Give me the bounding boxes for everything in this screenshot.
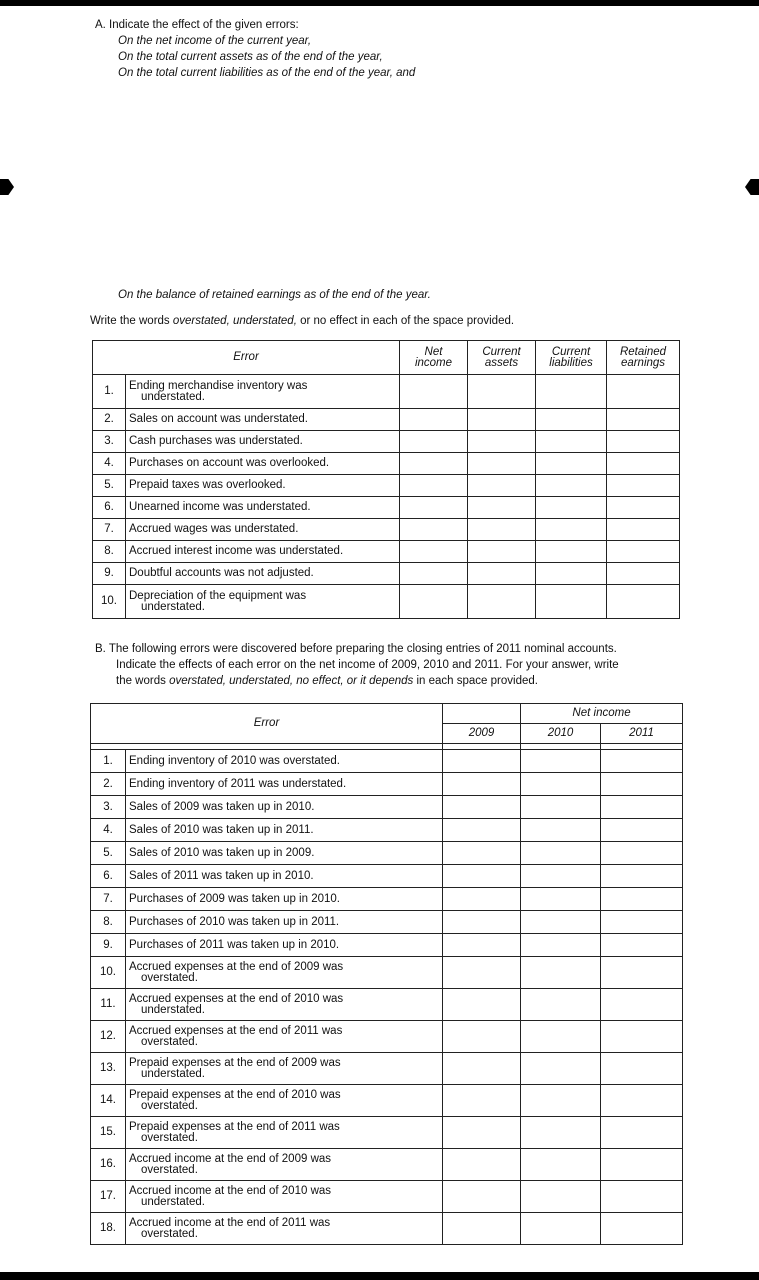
header-error: Error xyxy=(93,341,400,375)
error-line-2: overstated. xyxy=(141,1099,198,1112)
part-b-row xyxy=(91,957,683,989)
header-net-income-group: Net income xyxy=(521,704,683,724)
answer-cell[interactable] xyxy=(521,1021,601,1053)
error-line-1: Sales of 2011 was taken up in 2010. xyxy=(129,869,314,882)
answer-cell[interactable] xyxy=(521,819,601,842)
row-number: 7. xyxy=(93,519,126,541)
answer-cell[interactable] xyxy=(443,1053,521,1085)
error-line-1: Accrued wages was understated. xyxy=(129,523,299,535)
part-b-row xyxy=(91,750,683,773)
part-b-row xyxy=(91,888,683,911)
answer-cell[interactable] xyxy=(601,1149,683,1181)
part-b-row xyxy=(91,796,683,819)
error-description xyxy=(126,750,443,773)
header-net-label: Net xyxy=(424,345,443,358)
part-a-row xyxy=(93,519,680,541)
row-number: 17. xyxy=(91,1181,126,1213)
answer-cell[interactable] xyxy=(607,497,680,519)
error-line-1: Accrued expenses at the end of 2009 was xyxy=(129,960,344,973)
error-line-1: Accrued expenses at the end of 2010 was xyxy=(129,992,344,1005)
part-a-row xyxy=(93,453,680,475)
answer-cell[interactable] xyxy=(468,409,536,431)
answer-cell[interactable] xyxy=(521,989,601,1021)
answer-cell[interactable] xyxy=(607,585,680,619)
error-line-1: Prepaid expenses at the end of 2010 was xyxy=(129,1088,341,1101)
answer-cell[interactable] xyxy=(468,475,536,497)
answer-cell[interactable] xyxy=(443,1149,521,1181)
error-description xyxy=(126,989,443,1021)
header-re-label-1: Retained xyxy=(619,345,667,358)
row-number: 6. xyxy=(91,865,126,888)
row-number: 15. xyxy=(91,1117,126,1149)
error-description xyxy=(126,1181,443,1213)
part-a-effect-2: On the total current assets as of the end of the year, xyxy=(118,51,383,63)
answer-cell[interactable] xyxy=(521,796,601,819)
answer-cell[interactable] xyxy=(536,375,607,409)
bottom-border xyxy=(0,1272,759,1280)
answer-cell[interactable] xyxy=(443,773,521,796)
row-number: 4. xyxy=(91,819,126,842)
answer-cell[interactable] xyxy=(521,865,601,888)
error-line-1: Prepaid expenses at the end of 2011 was xyxy=(129,1120,340,1133)
answer-cell[interactable] xyxy=(536,431,607,453)
error-description xyxy=(126,563,400,585)
error-description xyxy=(126,453,400,475)
header-current-assets xyxy=(468,341,536,375)
part-a-effect-1: On the net income of the current year, xyxy=(118,35,312,47)
answer-cell[interactable] xyxy=(468,585,536,619)
answer-cell[interactable] xyxy=(400,497,468,519)
header-blank xyxy=(443,704,521,724)
row-number: 1. xyxy=(93,375,126,409)
part-b-line-2: Indicate the effects of each error on the net income of 2009, 2010 and 2011. For your answer, write xyxy=(116,659,619,671)
row-number: 6. xyxy=(93,497,126,519)
error-description xyxy=(126,409,400,431)
answer-cell[interactable] xyxy=(601,1085,683,1117)
answer-cell[interactable] xyxy=(521,957,601,989)
error-line-1: Cash purchases was understated. xyxy=(129,435,303,447)
header-cl-label-1: Current xyxy=(551,345,591,358)
part-b-row xyxy=(91,1117,683,1149)
answer-cell[interactable] xyxy=(601,1213,683,1245)
answer-cell[interactable] xyxy=(521,773,601,796)
answer-cell[interactable] xyxy=(536,409,607,431)
part-b-row xyxy=(91,911,683,934)
answer-cell[interactable] xyxy=(443,750,521,773)
answer-cell[interactable] xyxy=(468,497,536,519)
answer-cell[interactable] xyxy=(601,934,683,957)
error-line-1: Purchases of 2011 was taken up in 2010. xyxy=(129,938,340,951)
header-re-label-2: earnings xyxy=(620,356,666,369)
answer-cell[interactable] xyxy=(443,1117,521,1149)
row-number: 11. xyxy=(91,989,126,1021)
error-line-1: Accrued income at the end of 2010 was xyxy=(129,1184,332,1197)
answer-cell[interactable] xyxy=(443,989,521,1021)
answer-cell[interactable] xyxy=(468,563,536,585)
answer-cell[interactable] xyxy=(607,563,680,585)
row-number: 13. xyxy=(91,1053,126,1085)
part-a-header-row xyxy=(93,341,680,375)
error-description xyxy=(126,773,443,796)
error-line-2: overstated. xyxy=(141,1163,198,1176)
error-line-1: Sales of 2010 was taken up in 2011. xyxy=(129,823,314,836)
error-line-1: Sales of 2009 was taken up in 2010. xyxy=(129,800,315,813)
part-b-row xyxy=(91,1021,683,1053)
row-number: 9. xyxy=(91,934,126,957)
error-description xyxy=(126,819,443,842)
part-a-row xyxy=(93,563,680,585)
line3-words: overstated, understated, no effect, or it depends xyxy=(169,675,414,687)
row-number: 1. xyxy=(91,750,126,773)
answer-cell[interactable] xyxy=(607,541,680,563)
answer-cell[interactable] xyxy=(443,842,521,865)
part-b-row xyxy=(91,1085,683,1117)
instruction-pre: Write the words xyxy=(90,315,173,327)
error-line-1: Prepaid expenses at the end of 2009 was xyxy=(129,1056,341,1069)
answer-cell[interactable] xyxy=(521,888,601,911)
row-number: 18. xyxy=(91,1213,126,1245)
error-line-1: Accrued income at the end of 2009 was xyxy=(129,1152,332,1165)
part-b-row xyxy=(91,773,683,796)
error-description xyxy=(126,911,443,934)
answer-cell[interactable] xyxy=(443,934,521,957)
error-line-1: Accrued interest income was understated. xyxy=(129,545,344,557)
answer-cell[interactable] xyxy=(607,375,680,409)
answer-cell[interactable] xyxy=(521,1053,601,1085)
answer-cell[interactable] xyxy=(443,1181,521,1213)
part-a-row xyxy=(93,585,680,619)
answer-cell[interactable] xyxy=(443,957,521,989)
error-description xyxy=(126,497,400,519)
answer-cell[interactable] xyxy=(521,911,601,934)
top-border xyxy=(0,0,759,6)
answer-cell[interactable] xyxy=(536,497,607,519)
answer-cell[interactable] xyxy=(536,519,607,541)
answer-cell[interactable] xyxy=(607,431,680,453)
row-number: 3. xyxy=(93,431,126,453)
header-net-income xyxy=(400,341,468,375)
row-number: 2. xyxy=(93,409,126,431)
row-number: 9. xyxy=(93,563,126,585)
answer-cell[interactable] xyxy=(400,541,468,563)
answer-cell[interactable] xyxy=(601,911,683,934)
instruction-post: or no effect in each of the space provided. xyxy=(296,315,515,327)
part-b-row xyxy=(91,1213,683,1245)
part-b-table xyxy=(90,703,683,1245)
answer-cell[interactable] xyxy=(521,1181,601,1213)
error-line-1: Ending inventory of 2010 was overstated. xyxy=(129,754,340,767)
answer-cell[interactable] xyxy=(601,796,683,819)
error-line-1: Sales on account was understated. xyxy=(129,413,309,425)
answer-cell[interactable] xyxy=(468,519,536,541)
answer-cell[interactable] xyxy=(521,1085,601,1117)
answer-cell[interactable] xyxy=(521,750,601,773)
error-line-1: Unearned income was understated. xyxy=(129,501,311,513)
error-description xyxy=(126,842,443,865)
part-a-row xyxy=(93,497,680,519)
error-line-2: understated. xyxy=(141,1067,205,1080)
part-a-table xyxy=(92,340,680,619)
part-a-row xyxy=(93,375,680,409)
row-number: 14. xyxy=(91,1085,126,1117)
header-ca-label-1: Current xyxy=(482,345,521,358)
row-number: 7. xyxy=(91,888,126,911)
part-a-effect-4: On the balance of retained earnings as of the end of the year. xyxy=(118,289,431,301)
header-current-liabilities xyxy=(536,341,607,375)
answer-cell[interactable] xyxy=(607,453,680,475)
error-description xyxy=(126,375,400,409)
answer-cell[interactable] xyxy=(601,1181,683,1213)
part-b-row xyxy=(91,865,683,888)
part-b-row xyxy=(91,1053,683,1085)
header-retained-earnings xyxy=(607,341,680,375)
answer-cell[interactable] xyxy=(601,819,683,842)
row-number: 4. xyxy=(93,453,126,475)
error-line-2: understated. xyxy=(141,1003,205,1016)
answer-cell[interactable] xyxy=(468,541,536,563)
error-line-2: overstated. xyxy=(141,1035,198,1048)
answer-cell[interactable] xyxy=(607,475,680,497)
error-line-1: Ending merchandise inventory was xyxy=(129,379,308,392)
answer-cell[interactable] xyxy=(536,563,607,585)
row-number: 10. xyxy=(93,585,126,619)
error-line-2: overstated. xyxy=(141,1227,198,1240)
answer-cell[interactable] xyxy=(607,409,680,431)
answer-cell[interactable] xyxy=(601,1117,683,1149)
error-description xyxy=(126,1213,443,1245)
answer-cell[interactable] xyxy=(536,475,607,497)
error-description xyxy=(126,957,443,989)
answer-cell[interactable] xyxy=(443,1085,521,1117)
answer-cell[interactable] xyxy=(601,957,683,989)
answer-cell[interactable] xyxy=(400,585,468,619)
answer-cell[interactable] xyxy=(443,1021,521,1053)
error-description xyxy=(126,796,443,819)
header-ca-label-2: assets xyxy=(484,356,519,369)
answer-cell[interactable] xyxy=(400,409,468,431)
answer-cell[interactable] xyxy=(521,1213,601,1245)
answer-cell[interactable] xyxy=(443,888,521,911)
answer-cell[interactable] xyxy=(601,989,683,1021)
answer-cell[interactable] xyxy=(443,796,521,819)
part-b-row xyxy=(91,1149,683,1181)
row-number: 10. xyxy=(91,957,126,989)
answer-cell[interactable] xyxy=(601,865,683,888)
answer-cell[interactable] xyxy=(601,750,683,773)
header-income-label: income xyxy=(414,356,453,369)
part-a-instruction xyxy=(90,314,514,328)
error-line-1: Doubtful accounts was not adjusted. xyxy=(129,567,314,579)
answer-cell[interactable] xyxy=(601,842,683,865)
part-a-heading: A. Indicate the effect of the given errors: xyxy=(95,19,299,31)
error-description xyxy=(126,541,400,563)
answer-cell[interactable] xyxy=(536,585,607,619)
error-description xyxy=(126,585,400,619)
error-line-1: Purchases of 2010 was taken up in 2011. xyxy=(129,915,340,928)
error-line-1: Depreciation of the equipment was xyxy=(129,589,307,602)
row-number: 2. xyxy=(91,773,126,796)
answer-cell[interactable] xyxy=(443,865,521,888)
part-b-line-3 xyxy=(116,674,538,688)
error-line-2: overstated. xyxy=(141,971,198,984)
header-2009: 2009 xyxy=(443,724,521,744)
error-description xyxy=(126,1021,443,1053)
error-line-2: understated. xyxy=(141,600,205,613)
row-number: 8. xyxy=(93,541,126,563)
error-description xyxy=(126,431,400,453)
error-description xyxy=(126,519,400,541)
row-number: 12. xyxy=(91,1021,126,1053)
error-description xyxy=(126,1117,443,1149)
header-2011: 2011 xyxy=(601,724,683,744)
answer-cell[interactable] xyxy=(468,431,536,453)
answer-cell[interactable] xyxy=(601,888,683,911)
row-number: 5. xyxy=(91,842,126,865)
part-a-row xyxy=(93,475,680,497)
error-line-1: Ending inventory of 2011 was understated. xyxy=(129,777,347,790)
error-line-2: understated. xyxy=(141,390,205,403)
row-number: 3. xyxy=(91,796,126,819)
error-description xyxy=(126,934,443,957)
error-line-1: Accrued expenses at the end of 2011 was xyxy=(129,1024,343,1037)
line3-pre: the words xyxy=(116,675,170,687)
answer-cell[interactable] xyxy=(400,475,468,497)
error-line-2: overstated. xyxy=(141,1131,198,1144)
row-number: 8. xyxy=(91,911,126,934)
answer-cell[interactable] xyxy=(400,453,468,475)
error-description xyxy=(126,475,400,497)
answer-cell[interactable] xyxy=(443,1213,521,1245)
part-a-row xyxy=(93,409,680,431)
line3-post: in each space provided. xyxy=(413,675,538,687)
row-number: 16. xyxy=(91,1149,126,1181)
answer-cell[interactable] xyxy=(521,1149,601,1181)
part-b-row xyxy=(91,934,683,957)
part-b-line-1: B. The following errors were discovered before preparing the closing entries of 2011 nominal accounts. xyxy=(95,643,617,655)
error-description xyxy=(126,1053,443,1085)
error-line-1: Purchases on account was overlooked. xyxy=(129,457,330,469)
error-description xyxy=(126,865,443,888)
part-b-header-row-1 xyxy=(91,704,683,724)
answer-cell[interactable] xyxy=(443,911,521,934)
answer-cell[interactable] xyxy=(607,519,680,541)
part-b-row xyxy=(91,842,683,865)
error-line-1: Prepaid taxes was overlooked. xyxy=(129,479,286,491)
answer-cell[interactable] xyxy=(400,431,468,453)
error-line-2: understated. xyxy=(141,1195,205,1208)
header-error-b: Error xyxy=(91,704,443,744)
left-edge-marker-icon xyxy=(0,179,14,195)
error-description xyxy=(126,888,443,911)
part-a-row xyxy=(93,541,680,563)
part-a-effect-3: On the total current liabilities as of the end of the year, and xyxy=(118,67,416,79)
row-number: 5. xyxy=(93,475,126,497)
answer-cell[interactable] xyxy=(400,519,468,541)
error-description xyxy=(126,1149,443,1181)
right-edge-marker-icon xyxy=(745,179,759,195)
answer-cell[interactable] xyxy=(536,453,607,475)
answer-cell[interactable] xyxy=(601,1021,683,1053)
header-cl-label-2: liabilities xyxy=(549,356,593,369)
answer-cell[interactable] xyxy=(521,1117,601,1149)
part-b-row xyxy=(91,819,683,842)
answer-cell[interactable] xyxy=(601,773,683,796)
answer-cell[interactable] xyxy=(601,1053,683,1085)
part-b-row xyxy=(91,1181,683,1213)
error-line-1: Purchases of 2009 was taken up in 2010. xyxy=(129,892,340,905)
error-line-1: Accrued income at the end of 2011 was xyxy=(129,1216,331,1229)
header-2010: 2010 xyxy=(521,724,601,744)
answer-cell[interactable] xyxy=(468,453,536,475)
instruction-words: overstated, understated, xyxy=(172,315,297,327)
answer-cell[interactable] xyxy=(468,375,536,409)
answer-cell[interactable] xyxy=(443,819,521,842)
part-a-row xyxy=(93,431,680,453)
answer-cell[interactable] xyxy=(536,541,607,563)
answer-cell[interactable] xyxy=(400,375,468,409)
answer-cell[interactable] xyxy=(521,842,601,865)
part-b-row xyxy=(91,989,683,1021)
error-line-1: Sales of 2010 was taken up in 2009. xyxy=(129,846,315,859)
answer-cell[interactable] xyxy=(521,934,601,957)
error-description xyxy=(126,1085,443,1117)
answer-cell[interactable] xyxy=(400,563,468,585)
